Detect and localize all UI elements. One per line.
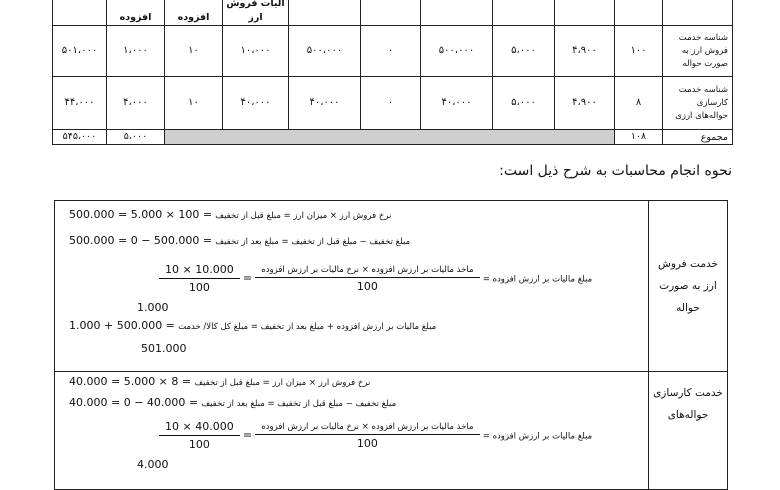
fraction-denominator: 100 (356, 279, 378, 293)
calc-value: 1.000 (137, 301, 169, 314)
header-cell: الیات فروش ارز (223, 0, 289, 26)
price-cell: ۵،۰۰۰ (493, 77, 555, 130)
fraction-values (159, 420, 240, 451)
calc-line-3 (159, 420, 592, 451)
calc-formula: = مبلغ مالیات بر ارزش افزوده (482, 431, 593, 442)
qty-cell: ۸ (615, 77, 663, 130)
amount-after-cell: ۴۰،۰۰۰ (289, 77, 361, 130)
calc-line-2 (69, 396, 396, 409)
calc-body (55, 372, 648, 482)
amount-after-cell: ۵۰۰،۰۰۰ (289, 26, 361, 77)
calc-value: 4.000 (137, 458, 169, 471)
fraction-numerator: ماخذ مالیات بر ارزش افزوده × نرخ مالیات بر ارزش افزوده (255, 265, 479, 278)
fraction-denominator: 100 (188, 438, 210, 451)
calc-formula: نرخ فروش ارز × میزان ارز = مبلغ قبل از تخفیف (194, 378, 371, 388)
header-cell (555, 0, 615, 26)
amount-before-cell: ۵۰۰،۰۰۰ (421, 26, 493, 77)
discount-cell: ۰ (361, 26, 421, 77)
sum-qty: ۱۰۸ (615, 130, 663, 145)
fraction-numerator: 10 × 10.000 (159, 263, 240, 279)
calc-line-3 (159, 263, 592, 294)
table-row (53, 77, 733, 130)
vat-rate-cell: ۱۰ (165, 77, 223, 130)
sum-label: مجموع (663, 130, 733, 145)
header-cell (289, 0, 361, 26)
service-cell: شناسه خدمت فروش ارز به صورت حواله (663, 26, 733, 77)
invoice-table (52, 0, 733, 145)
vat-cell: ۱،۰۰۰ (107, 26, 165, 77)
calc-row (55, 372, 728, 490)
calc-row (55, 201, 728, 372)
fraction-formula (255, 422, 479, 450)
calc-formula: نرخ فروش ارز × میزان ارز = مبلغ قبل از تخفیف (215, 211, 392, 221)
sum-total: ۵۴۵،۰۰۰ (53, 130, 107, 145)
calc-formula: مبلغ تخفیف − مبلغ قبل از تخفیف = مبلغ بعد از تخفیف (215, 237, 411, 247)
header-row (53, 0, 733, 26)
service-cell: شناسه خدمت کارسازی حواله‌های ارزی (663, 77, 733, 130)
total-cell: ۵۰۱،۰۰۰ (53, 26, 107, 77)
calc-cell (55, 201, 649, 372)
calc-formula: مبلغ تخفیف − مبلغ قبل از تخفیف = مبلغ بعد از تخفیف (201, 399, 397, 409)
header-cell (421, 0, 493, 26)
sum-vat: ۵،۰۰۰ (107, 130, 165, 145)
calc-value: 500.000 = 5.000 × 100 = (69, 208, 213, 221)
header-cell: افزوده (107, 0, 165, 26)
vat-base-cell: ۱۰،۰۰۰ (223, 26, 289, 77)
calc-value: 40.000 = 0 − 40.000 = (69, 396, 199, 409)
calc-value: 500.000 = 0 − 500.000 = (69, 234, 213, 247)
vat-base-cell: ۴۰،۰۰۰ (223, 77, 289, 130)
discount-cell: ۰ (361, 77, 421, 130)
calc-line-2 (69, 234, 410, 247)
sum-row (53, 130, 733, 145)
table-row (53, 26, 733, 77)
rate-cell: ۴،۹۰۰ (555, 26, 615, 77)
vat-cell: ۴،۰۰۰ (107, 77, 165, 130)
calc-result (141, 342, 187, 355)
calc-line-4 (69, 319, 436, 332)
vat-rate-cell: ۱۰ (165, 26, 223, 77)
fraction-numerator: 10 × 40.000 (159, 420, 240, 436)
gray-filler (165, 130, 615, 145)
calc-line-1 (69, 375, 370, 388)
header-cell (361, 0, 421, 26)
rate-cell: ۴،۹۰۰ (555, 77, 615, 130)
calc-cell (55, 372, 649, 490)
intro-text: نحوه انجام محاسبات به شرح ذیل است: (499, 163, 732, 179)
price-cell: ۵،۰۰۰ (493, 26, 555, 77)
calc-service-label: خدمت کارسازی حواله‌های (649, 372, 728, 490)
calc-line-1 (69, 208, 391, 221)
calc-service-label: خدمت فروش ارز به صورت حواله (649, 201, 728, 372)
calc-formula: مبلغ مالیات بر ارزش افزوده + مبلغ بعد از تخفیف = مبلغ کل کالا/ خدمت (178, 322, 437, 332)
amount-before-cell: ۴۰،۰۰۰ (421, 77, 493, 130)
calc-value: 501.000 (141, 342, 187, 355)
calc-result (137, 301, 169, 314)
fraction-denominator: 100 (356, 436, 378, 450)
fraction-denominator: 100 (188, 281, 210, 294)
fraction-numerator: ماخذ مالیات بر ارزش افزوده × نرخ مالیات بر ارزش افزوده (255, 422, 479, 435)
header-cell (615, 0, 663, 26)
total-cell: ۴۴،۰۰۰ (53, 77, 107, 130)
header-cell (663, 0, 733, 26)
header-cell: افزوده (165, 0, 223, 26)
calc-table (54, 200, 728, 490)
header-cell (53, 0, 107, 26)
fraction-formula (255, 265, 479, 293)
calc-body (55, 201, 648, 371)
equals-sign: = (242, 271, 253, 285)
header-cell (493, 0, 555, 26)
equals-sign: = (242, 428, 253, 442)
calc-value: 40.000 = 5.000 × 8 = (69, 375, 192, 388)
qty-cell: ۱۰۰ (615, 26, 663, 77)
calc-formula: = مبلغ مالیات بر ارزش افزوده (482, 274, 593, 285)
fraction-values (159, 263, 240, 294)
calc-result (137, 458, 169, 471)
calc-value: 1.000 + 500.000 = (69, 319, 175, 332)
